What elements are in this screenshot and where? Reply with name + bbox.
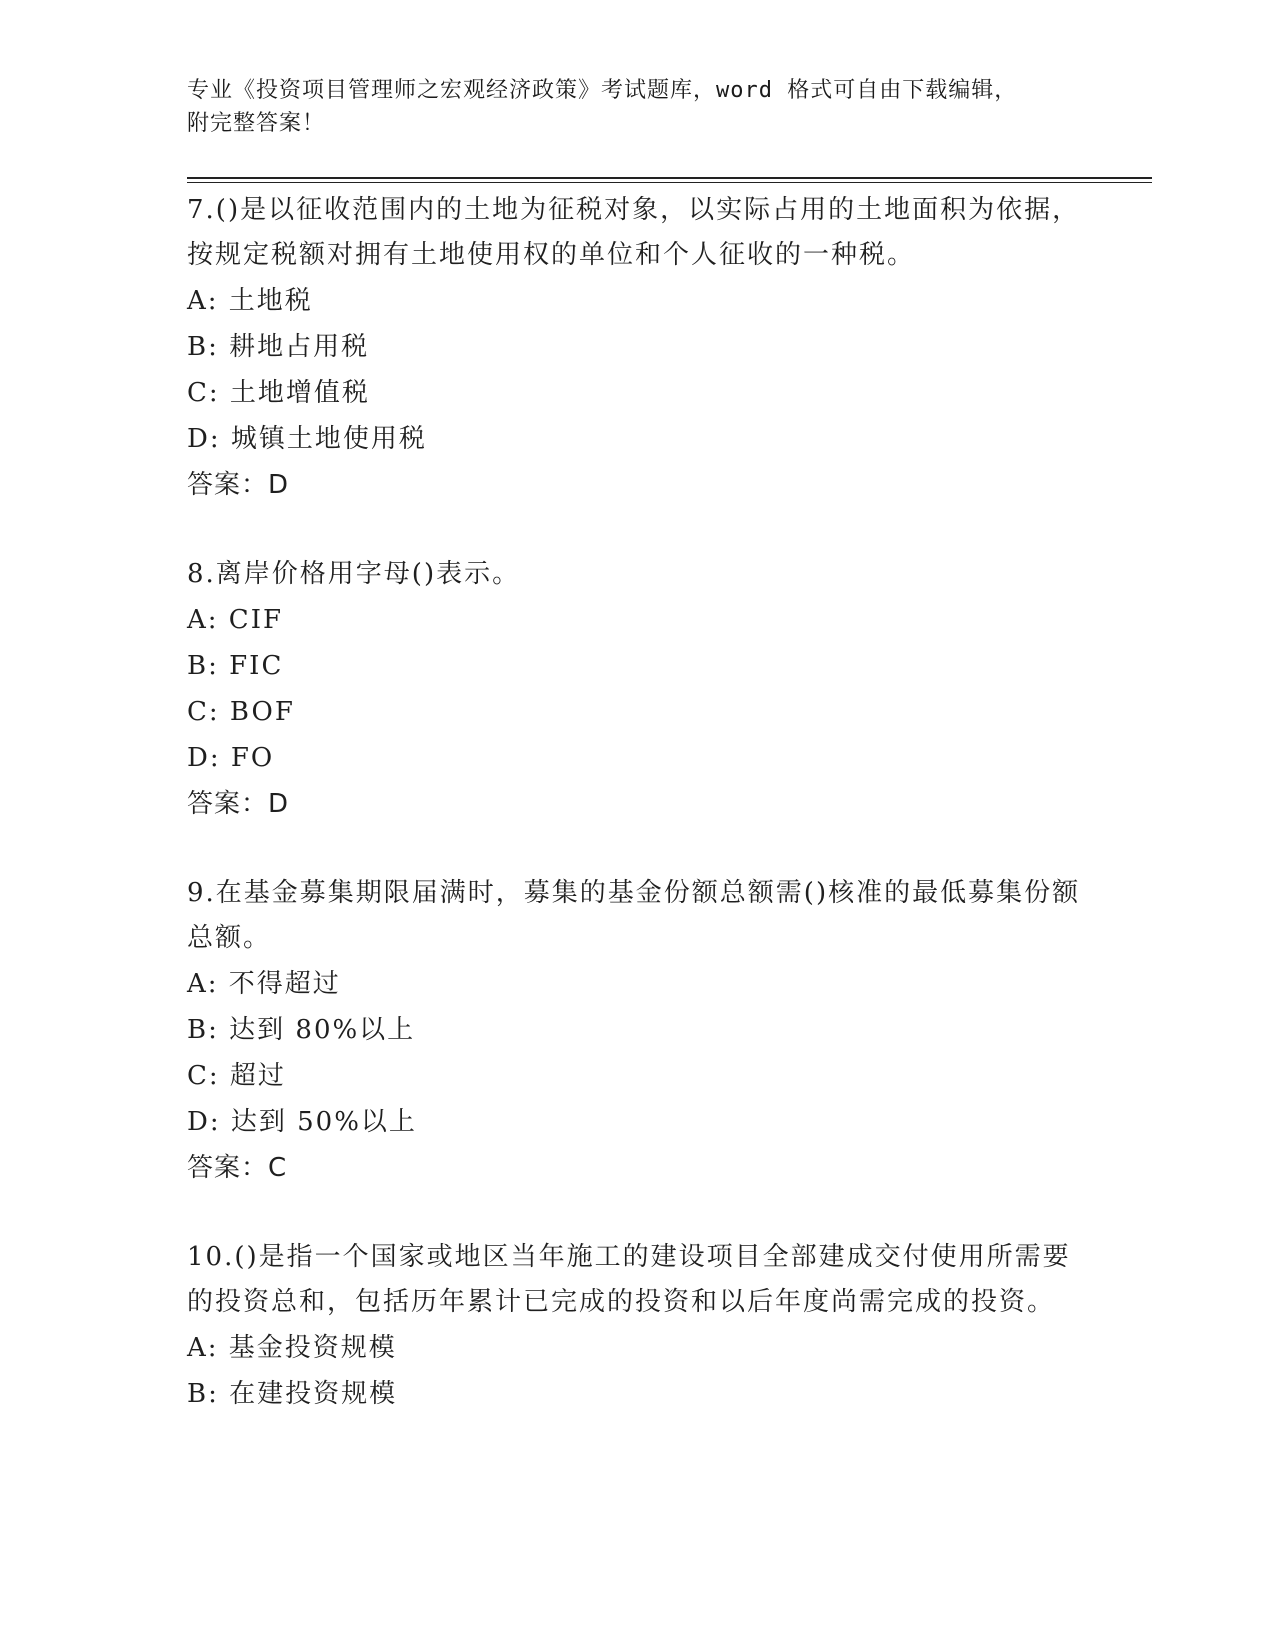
question-list <box>187 188 1087 1461</box>
option-d: D: 城镇土地使用税 <box>187 424 427 454</box>
document-header <box>187 74 1087 140</box>
option-a: A: 基金投资规模 <box>187 1333 397 1363</box>
question-9 <box>187 871 1087 1191</box>
question-text: 9.在基金募集期限届满时，募集的基金份额总额需()核准的最低募集份额总额。 <box>187 878 1081 953</box>
option-c: C: 超过 <box>187 1061 286 1091</box>
option-d: D: FO <box>187 743 275 773</box>
answer: 答案：D <box>187 789 290 819</box>
header-line-2: 附完整答案！ <box>187 111 326 136</box>
question-7 <box>187 188 1087 508</box>
question-text: 10.()是指一个国家或地区当年施工的建设项目全部建成交付使用所需要的投资总和，包括历年累计已完成的投资和以后年度尚需完成的投资。 <box>187 1242 1071 1317</box>
option-c: C: BOF <box>187 697 295 727</box>
answer: 答案：D <box>187 470 290 500</box>
question-8 <box>187 552 1087 827</box>
option-b: B: 在建投资规模 <box>187 1379 398 1409</box>
header-divider-thin <box>187 182 1152 183</box>
option-b: B: 达到 80%以上 <box>187 1015 416 1045</box>
option-a: A: CIF <box>187 605 284 635</box>
option-b: B: FIC <box>187 651 284 681</box>
option-a: A: 土地税 <box>187 286 313 316</box>
header-divider-thick <box>187 177 1152 179</box>
header-line-1: 专业《投资项目管理师之宏观经济政策》考试题库，word 格式可自由下载编辑， <box>187 78 1018 103</box>
option-b: B: 耕地占用税 <box>187 332 370 362</box>
question-10 <box>187 1235 1087 1417</box>
question-text: 7.()是以征收范围内的土地为征税对象，以实际占用的土地面积为依据，按规定税额对拥有土地使用权的单位和个人征收的一种税。 <box>187 195 1081 270</box>
option-d: D: 达到 50%以上 <box>187 1107 417 1137</box>
question-text: 8.离岸价格用字母()表示。 <box>187 559 521 589</box>
option-a: A: 不得超过 <box>187 969 341 999</box>
answer: 答案：C <box>187 1153 288 1183</box>
option-c: C: 土地增值税 <box>187 378 370 408</box>
